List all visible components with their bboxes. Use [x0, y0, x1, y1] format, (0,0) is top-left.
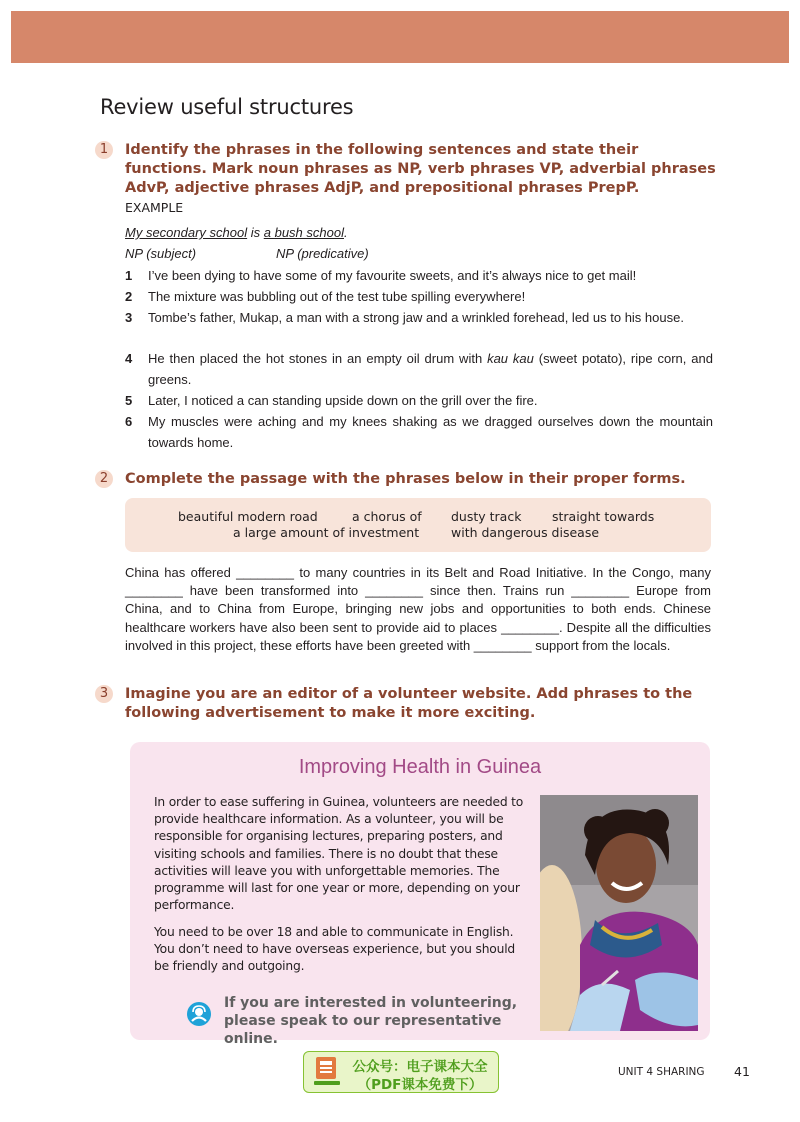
question-number-1: 1 [95, 141, 113, 159]
volunteer-photo [540, 795, 698, 1031]
footer-unit-label: UNIT 4 SHARING [618, 1066, 705, 1078]
stamp-line-2: （PDF课本免费下） [357, 1077, 483, 1093]
phrase-option: a chorus of [352, 509, 422, 524]
book-logo-icon [312, 1055, 342, 1087]
example-np-predicative: a bush school [263, 225, 344, 240]
phrase-option: straight towards [552, 509, 655, 524]
ad-title: Improving Health in Guinea [298, 756, 542, 778]
section-title: Review useful structures [100, 95, 354, 119]
example-tag-subject: NP (subject) [125, 246, 197, 261]
ad-paragraph-1: In order to ease suffering in Guinea, volunteers are needed to provide healthcare information. As a volunteer, you will be responsible for organising lectures, preparing posters, and visiting schools and families. There is no doubt that these activities will leave you with unforgettable memories. The programme will last for one year or more, depending on your performance. [154, 795, 524, 913]
item-number: 1 [125, 268, 133, 283]
page-number: 41 [734, 1064, 750, 1079]
item-text: My muscles were aching and my knees shaking as we dragged ourselves down the mountain towards home. [148, 414, 713, 450]
item-text: Tombe’s father, Mukap, a man with a strong jaw and a wrinkled forehead, led us to his house. [148, 310, 684, 325]
question-number-3: 3 [95, 685, 113, 703]
item-number: 2 [125, 289, 133, 304]
list-item [125, 390, 713, 411]
item-text: Later, I noticed a can standing upside down on the grill over the fire. [148, 393, 538, 408]
question-1-heading: Identify the phrases in the following sentences and state their functions. Mark noun phrases as NP, verb phrases VP, adverbial phrases AdvP, adjective phrases AdjP, and prepositional phrases PrepP. [125, 142, 716, 196]
chat-person-icon [187, 1002, 211, 1026]
item-text: The mixture was bubbling out of the test tube spilling everywhere! [148, 289, 526, 304]
list-item [125, 348, 713, 390]
ad-paragraph-2: You need to be over 18 and able to communicate in English. You don’t need to have overseas experience, but you should be friendly and outgoing. [154, 925, 516, 974]
header-band [11, 11, 789, 63]
advertisement-card [130, 742, 710, 1047]
question-2-heading: Complete the passage with the phrases below in their proper forms. [125, 471, 686, 487]
phrase-option: beautiful modern road [178, 509, 318, 524]
example-label: EXAMPLE [125, 200, 184, 215]
item-number: 5 [125, 393, 133, 408]
question-3-heading: Imagine you are an editor of a volunteer website. Add phrases to the following advertisement to make it more exciting. [125, 686, 693, 721]
stamp-line-1: 公众号：电子课本大全 [352, 1059, 488, 1075]
question-number-2: 2 [95, 470, 113, 488]
list-item [125, 307, 713, 328]
cloze-passage: China has offered ________ to many countries in its Belt and Road Initiative. In the Congo, many ________ have been transformed into ________ since then. Trains run ________ Europe from China, and to China from Europe, bringing new jobs and opportunities to both ends. Chinese healthcare workers have also been sent to provide aid to places ________. Despite all the difficulties involved in this project, these efforts have been greeted with ________ support from the locals. [125, 565, 711, 653]
example-sentence [125, 225, 348, 240]
ad-contact-text: If you are interested in volunteering, please speak to our representative online. [224, 995, 518, 1047]
item-number: 3 [125, 310, 133, 325]
list-item [125, 411, 713, 453]
example-verb: is [247, 225, 264, 240]
item-number: 6 [125, 414, 133, 429]
example-np-subject: My secondary school [125, 225, 248, 240]
phrase-option: with dangerous disease [451, 525, 600, 540]
list-item [125, 286, 713, 307]
item-text: He then placed the hot stones in an empty oil drum with kau kau (sweet potato), ripe corn, and greens. [148, 351, 713, 387]
item-text: I’ve been dying to have some of my favourite sweets, and it’s always nice to get mail! [148, 268, 637, 283]
phrase-option: dusty track [451, 509, 522, 524]
list-item [125, 265, 713, 286]
example-tag-predicative: NP (predicative) [276, 246, 369, 261]
phrase-option: a large amount of investment [233, 525, 420, 540]
example-period: . [343, 225, 348, 240]
phrase-box [125, 498, 711, 552]
item-number: 4 [125, 351, 133, 366]
watermark-stamp [303, 1051, 499, 1093]
